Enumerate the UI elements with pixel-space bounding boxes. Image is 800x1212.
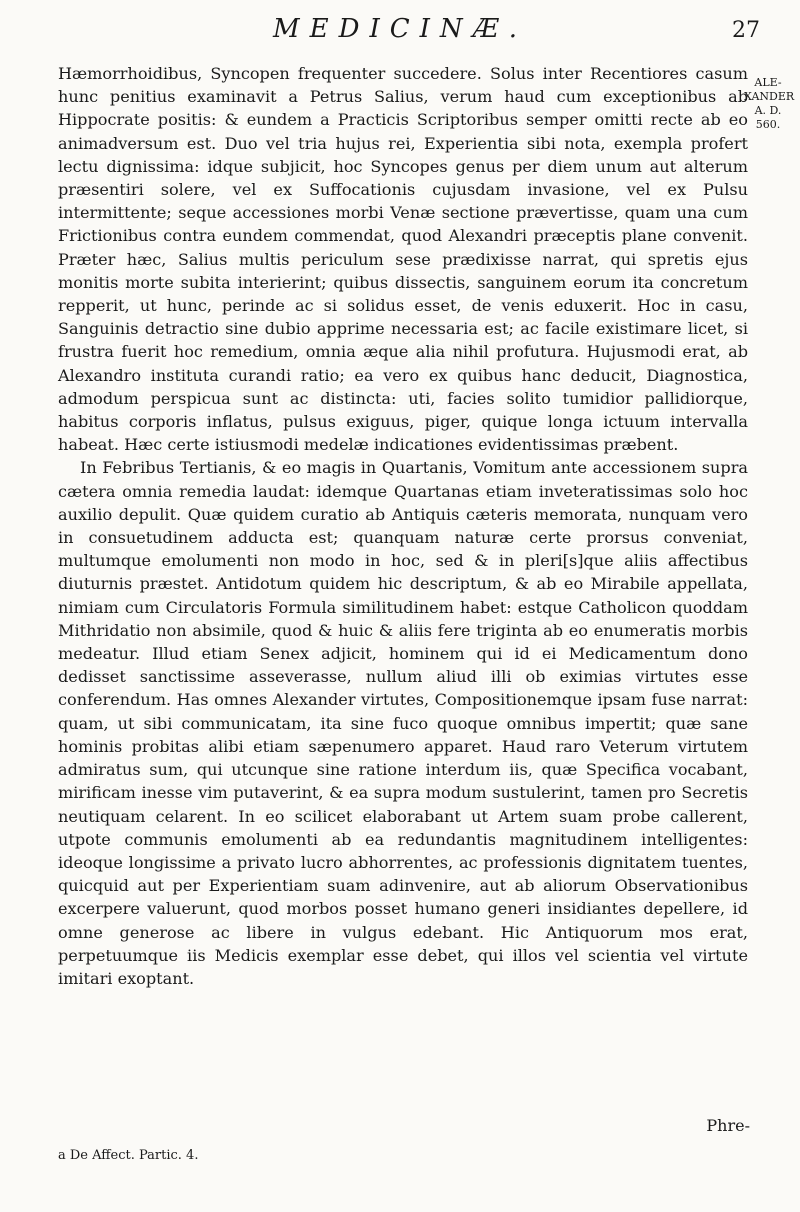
- margin-note-line: ALE-: [754, 76, 782, 89]
- footnote: a De Affect. Partic. 4.: [58, 1148, 199, 1163]
- margin-note-line: A. D.: [754, 104, 782, 117]
- page-number: 27: [732, 18, 760, 43]
- running-head: MEDICINÆ.: [273, 14, 527, 44]
- margin-note-date: [744, 76, 795, 132]
- paragraph-syncope: Hæmorrhoidibus, Syncopen frequenter succedere. Solus inter Recentiores casum hunc penitius examinavit a Petrus Salius, verum haud cum exceptionibus ab Hippocrate positis: & eundem a Practicis Scriptoribus semper omitti recte ab eo animadversum est. Duo vel tria hujus rei, Experientia sibi nota, exempla profert lectu dignissima: idque subjicit, hoc Syncopes genus per diem unum aut alterum præsentiri solere, vel ex Suffocationis cujusdam invasione, vel ex Pulsu intermittente; seque accessiones morbi Venæ sectione prævertisse, quam una cum Frictionibus contra eundem commendat, quod Alexandri præceptis plane convenit. Præter hæc, Salius multis periculum sese prædixisse narrat, qui spretis ejus monitis morte subita interierint; quibus dissectis, sanguinem eorum ita concretum repperit, ut hunc, perinde ac si solidus esset, de venis eduxerit. Hoc in casu, Sanguinis detractio sine dubio apprime necessaria est; ac facile existimare licet, si frustra fuerit hoc remedium, omnia æque alia nihil profutura. Hujusmodi erat, ab Alexandro instituta curandi ratio; ea vero ex quibus hanc deducit, Diagnostica, admodum perspicua sunt ac distincta: uti, facies solito tumidior pallidiorque, habitus corporis inflatus, pulsus exiguus, piger, quique longa ictuum intervalla habeat. Hæc certe istiusmodi medelæ indicationes evidentissimas præbent.: [58, 64, 748, 455]
- catchword: Phre-: [706, 1116, 750, 1135]
- margin-note-line: 560.: [755, 118, 781, 131]
- body-text: [58, 62, 748, 990]
- paragraph-febres: In Febribus Tertianis, & eo magis in Quartanis, Vomitum ante accessionem supra cætera omnia remedia laudat: idemque Quartanas etiam inveteratissimas solo hoc auxilio depulit. Quæ quidem curatio ab Antiquis cæteris memorata, nunquam vero in consuetudinem adducta est; quanquam naturæ certe prorsus conveniat, multumque emolumenti non modo in hoc, sed & in pleri[s]que aliis affectibus diuturnis præstet. Antidotum quidem hic descriptum, & ab eo Mirabile appellata, nimiam cum Circulatoris Formula similitudinem habet: estque Catholicon quoddam Mithridatio non absimile, quod & huic & aliis fere triginta ab eo enumeratis morbis medeatur. Illud etiam Senex adjicit, hominem qui id ei Medicamentum dono dedisset sanctissime asseverasse, nullum aliud illi ob eximias virtutes esse conferendum. Has omnes Alexander virtutes, Compositionemque ipsam fuse narrat: quam, ut sibi communicatam, ita sine fuco quoque omnibus impertit; quæ sane hominis probitas alibi etiam sæpenumero apparet. Haud raro Veterum virtutem admiratus sum, qui utcunque sine ratione interdum iis, quæ Specifica vocabant, mirificam inesse vim putaverint, & ea supra modum sustulerint, tamen pro Secretis neutiquam celarent. In eo scilicet elaborabant ut Artem suam probe callerent, utpote communis emolumenti ab ea redundantis magnitudinem intelligentes: ideoque longissime a privato lucro abhorrentes, ac professionis dignitatem tuentes, quicquid aut per Experientiam suam adinvenire, aut ab aliorum Observationibus excerpere valuerunt, quod morbos posset humano generi insidiantes depellere, id omne generose ac libere in vulgus edebant. Hic Antiquorum mos erat, perpetuumque iis Medicis exemplar esse debet, qui illos vel scientia vel virtute imitari exoptant.: [58, 458, 748, 988]
- margin-note-line: XANDER: [744, 90, 795, 103]
